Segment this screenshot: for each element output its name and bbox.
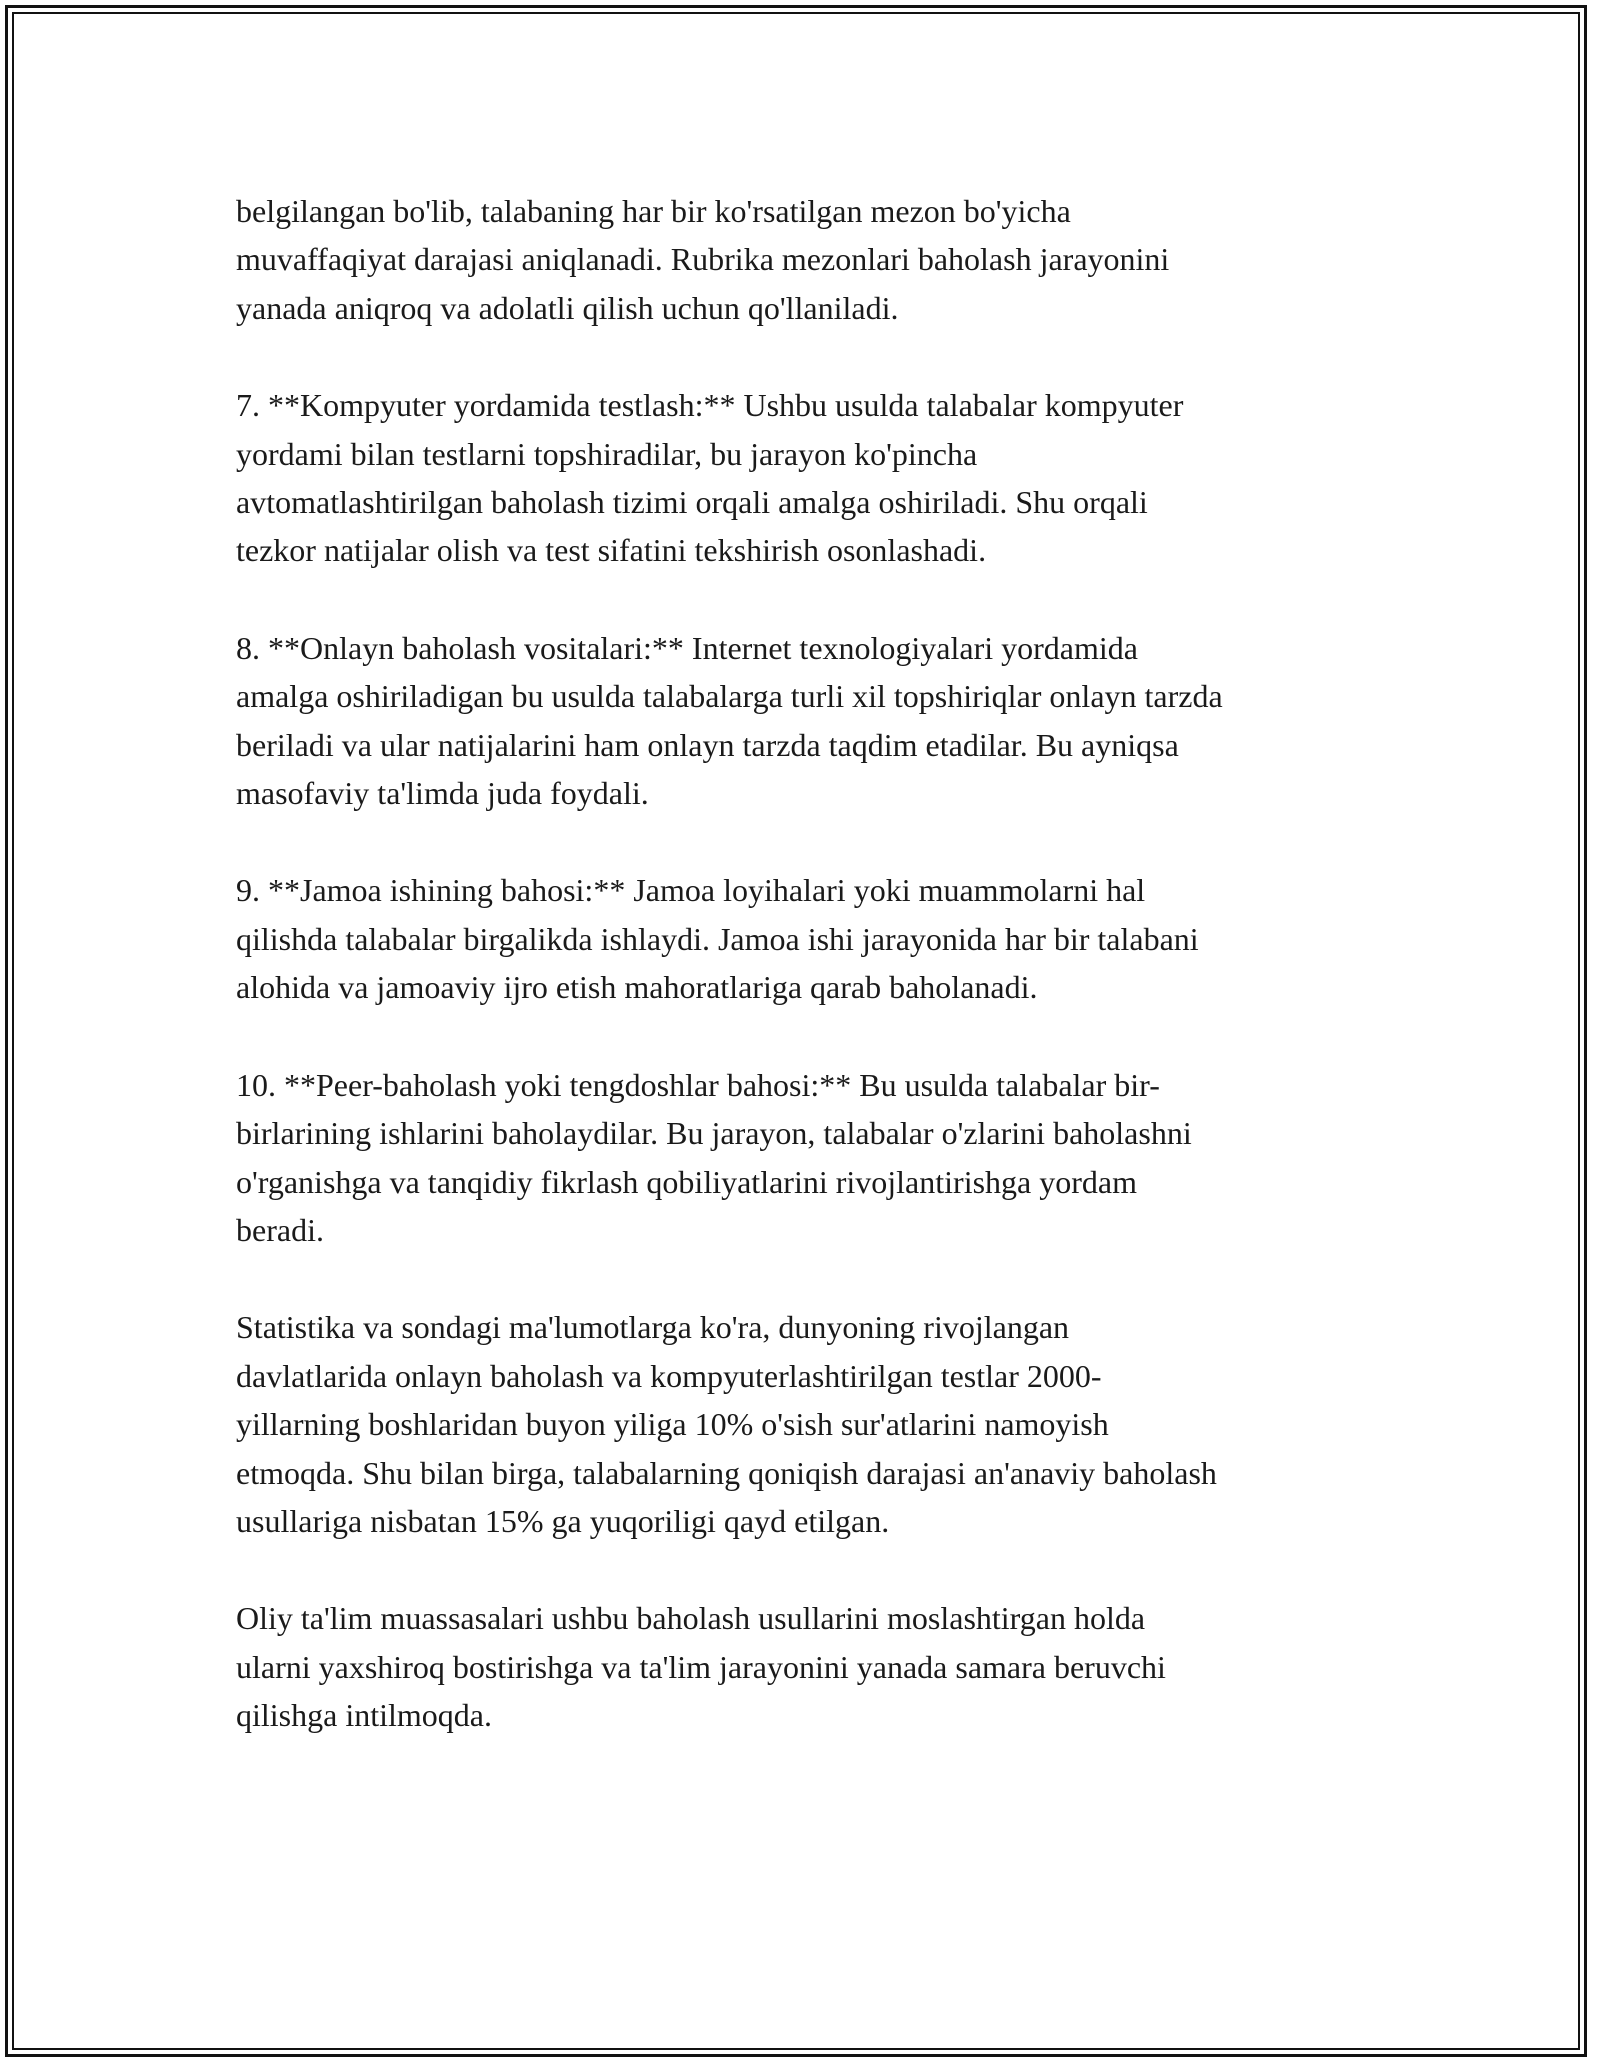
text-line: masofaviy ta'limda juda foydali. [236, 775, 649, 812]
paragraph-item-8 [236, 624, 1386, 818]
text-line: Statistika va sondagi ma'lumotlarga ko'ra, dunyoning rivojlangan [236, 1309, 1070, 1346]
paragraph-item-7 [236, 381, 1386, 575]
text-line: usullariga nisbatan 15% ga yuqoriligi qayd etilgan. [236, 1502, 890, 1539]
paragraph-item-9 [236, 866, 1386, 1011]
text-line: qilishga intilmoqda. [236, 1697, 492, 1734]
text-line: 9. **Jamoa ishining bahosi:** Jamoa loyihalari yoki muammolarni hal [236, 872, 1146, 909]
text-line: alohida va jamoaviy ijro etish mahoratlariga qarab baholanadi. [236, 969, 1038, 1006]
text-line: avtomatlashtirilgan baholash tizimi orqali amalga oshiriladi. Shu orqali [236, 484, 1148, 521]
document-body [236, 187, 1386, 1789]
text-line: amalga oshiriladigan bu usulda talabalarga turli xil topshiriqlar onlayn tarzda [236, 678, 1223, 715]
text-line: birlarining ishlarini baholaydilar. Bu jarayon, talabalar o'zlarini baholashni [236, 1115, 1192, 1152]
text-line: muvaffaqiyat darajasi aniqlanadi. Rubrika mezonlari baholash jarayonini [236, 241, 1170, 278]
paragraph-statistics [236, 1303, 1386, 1545]
text-line: davlatlarida onlayn baholash va kompyuterlashtirilgan testlar 2000- [236, 1357, 1102, 1394]
text-line: etmoqda. Shu bilan birga, talabalarning qoniqish darajasi an'anaviy baholash [236, 1454, 1217, 1491]
text-line: qilishda talabalar birgalikda ishlaydi. Jamoa ishi jarayonida har bir talabani [236, 920, 1199, 957]
text-line: 8. **Onlayn baholash vositalari:** Internet texnologiyalari yordamida [236, 629, 1138, 666]
text-line: yanada aniqroq va adolatli qilish uchun qo'llaniladi. [236, 289, 899, 326]
text-line: tezkor natijalar olish va test sifatini tekshirish osonlashadi. [236, 532, 987, 569]
text-line: belgilangan bo'lib, talabaning har bir ko'rsatilgan mezon bo'yicha [236, 193, 1071, 229]
paragraph-item-10 [236, 1061, 1386, 1255]
text-line: beriladi va ular natijalarini ham onlayn tarzda taqdim etadilar. Bu ayniqsa [236, 726, 1179, 763]
text-line: o'rganishga va tanqidiy fikrlash qobiliyatlarini rivojlantirishga yordam [236, 1163, 1137, 1200]
text-line: yordami bilan testlarni topshiradilar, bu jarayon ko'pincha [236, 435, 978, 472]
paragraph-conclusion [236, 1594, 1386, 1739]
text-line: Oliy ta'lim muassasalari ushbu baholash usullarini moslashtirgan holda [236, 1600, 1146, 1637]
text-line: 10. **Peer-baholash yoki tengdoshlar bahosi:** Bu usulda talabalar bir- [236, 1066, 1160, 1103]
text-line: ularni yaxshiroq bostirishga va ta'lim jarayonini yanada samara beruvchi [236, 1648, 1166, 1685]
text-line: yillarning boshlaridan buyon yiliga 10% o'sish sur'atlarini namoyish [236, 1406, 1109, 1443]
text-line: beradi. [236, 1211, 324, 1248]
text-line: 7. **Kompyuter yordamida testlash:** Ushbu usulda talabalar kompyuter [236, 387, 1184, 424]
paragraph-rubrika-continuation [236, 187, 1386, 332]
